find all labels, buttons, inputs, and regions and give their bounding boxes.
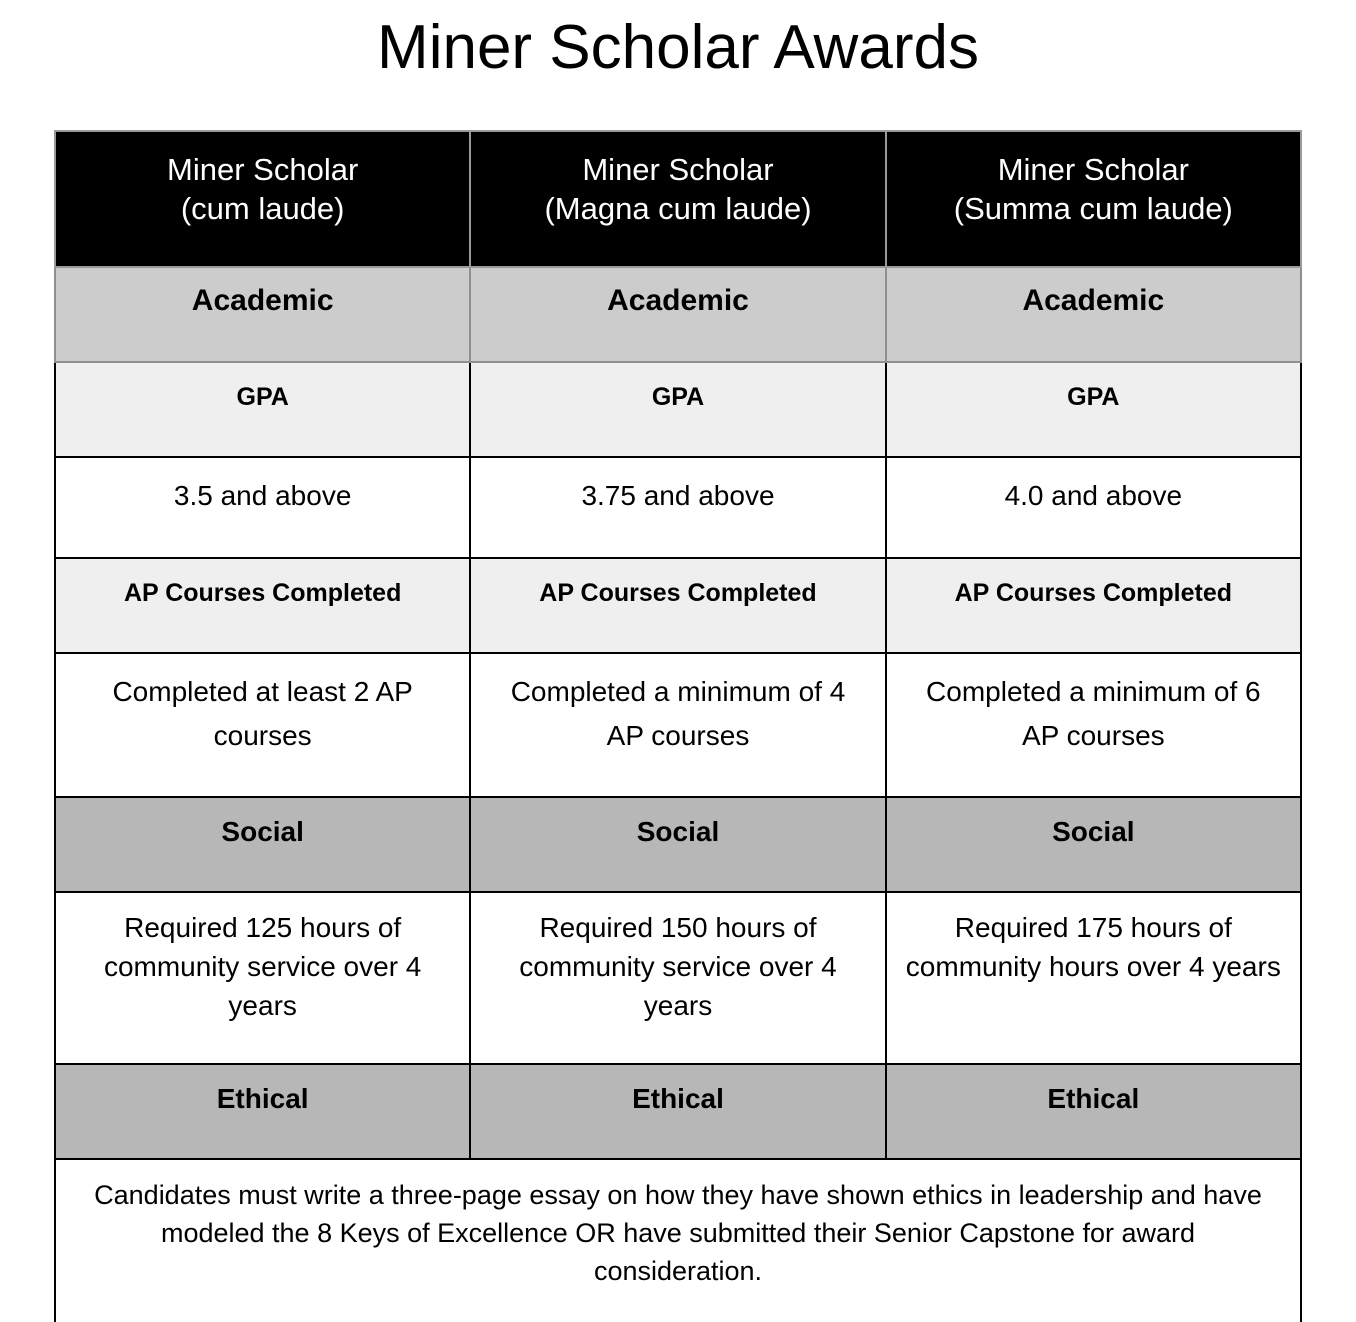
award-name: Miner Scholar: [582, 152, 774, 187]
ap-courses-value: Completed a minimum of 6 AP courses: [886, 653, 1301, 797]
ethical-requirement: Candidates must write a three-page essay on how they have shown ethics in leadership and have modeled the 8 Keys of Excellence OR have submitted their Senior Capstone for award consideration.: [55, 1159, 1301, 1322]
ethical-row: [55, 1064, 1301, 1159]
column-header-magna-cum-laude: [470, 131, 885, 267]
ethical-requirement-row: [55, 1159, 1301, 1322]
academic-label: Academic: [55, 267, 470, 362]
awards-table: [54, 130, 1302, 1322]
gpa-value: 3.75 and above: [470, 457, 885, 558]
ethical-label: Ethical: [55, 1064, 470, 1159]
academic-label: Academic: [886, 267, 1301, 362]
social-value: Required 175 hours of community hours over 4 years: [886, 892, 1301, 1064]
social-value-row: [55, 892, 1301, 1064]
award-level: (Magna cum laude): [544, 191, 812, 226]
social-label: Social: [886, 797, 1301, 892]
table-header-row: [55, 131, 1301, 267]
gpa-label: GPA: [886, 362, 1301, 457]
award-level: (cum laude): [180, 191, 345, 226]
ap-courses-label: AP Courses Completed: [55, 558, 470, 653]
column-header-cum-laude: [55, 131, 470, 267]
award-name: Miner Scholar: [997, 152, 1189, 187]
gpa-label: GPA: [55, 362, 470, 457]
gpa-value: 3.5 and above: [55, 457, 470, 558]
social-label: Social: [470, 797, 885, 892]
gpa-label-row: [55, 362, 1301, 457]
ap-courses-label: AP Courses Completed: [886, 558, 1301, 653]
award-level: (Summa cum laude): [953, 191, 1233, 226]
ap-label-row: [55, 558, 1301, 653]
ethical-label: Ethical: [470, 1064, 885, 1159]
column-header-summa-cum-laude: [886, 131, 1301, 267]
page-title: Miner Scholar Awards: [377, 13, 979, 82]
social-value: Required 150 hours of community service over 4 years: [470, 892, 885, 1064]
gpa-label: GPA: [470, 362, 885, 457]
gpa-value-row: [55, 457, 1301, 558]
social-row: [55, 797, 1301, 892]
award-name: Miner Scholar: [167, 152, 359, 187]
ap-courses-label: AP Courses Completed: [470, 558, 885, 653]
academic-row: [55, 267, 1301, 362]
ap-courses-value: Completed a minimum of 4 AP courses: [470, 653, 885, 797]
gpa-value: 4.0 and above: [886, 457, 1301, 558]
academic-label: Academic: [470, 267, 885, 362]
social-label: Social: [55, 797, 470, 892]
ap-courses-value: Completed at least 2 AP courses: [55, 653, 470, 797]
ap-value-row: [55, 653, 1301, 797]
social-value: Required 125 hours of community service over 4 years: [55, 892, 470, 1064]
ethical-label: Ethical: [886, 1064, 1301, 1159]
